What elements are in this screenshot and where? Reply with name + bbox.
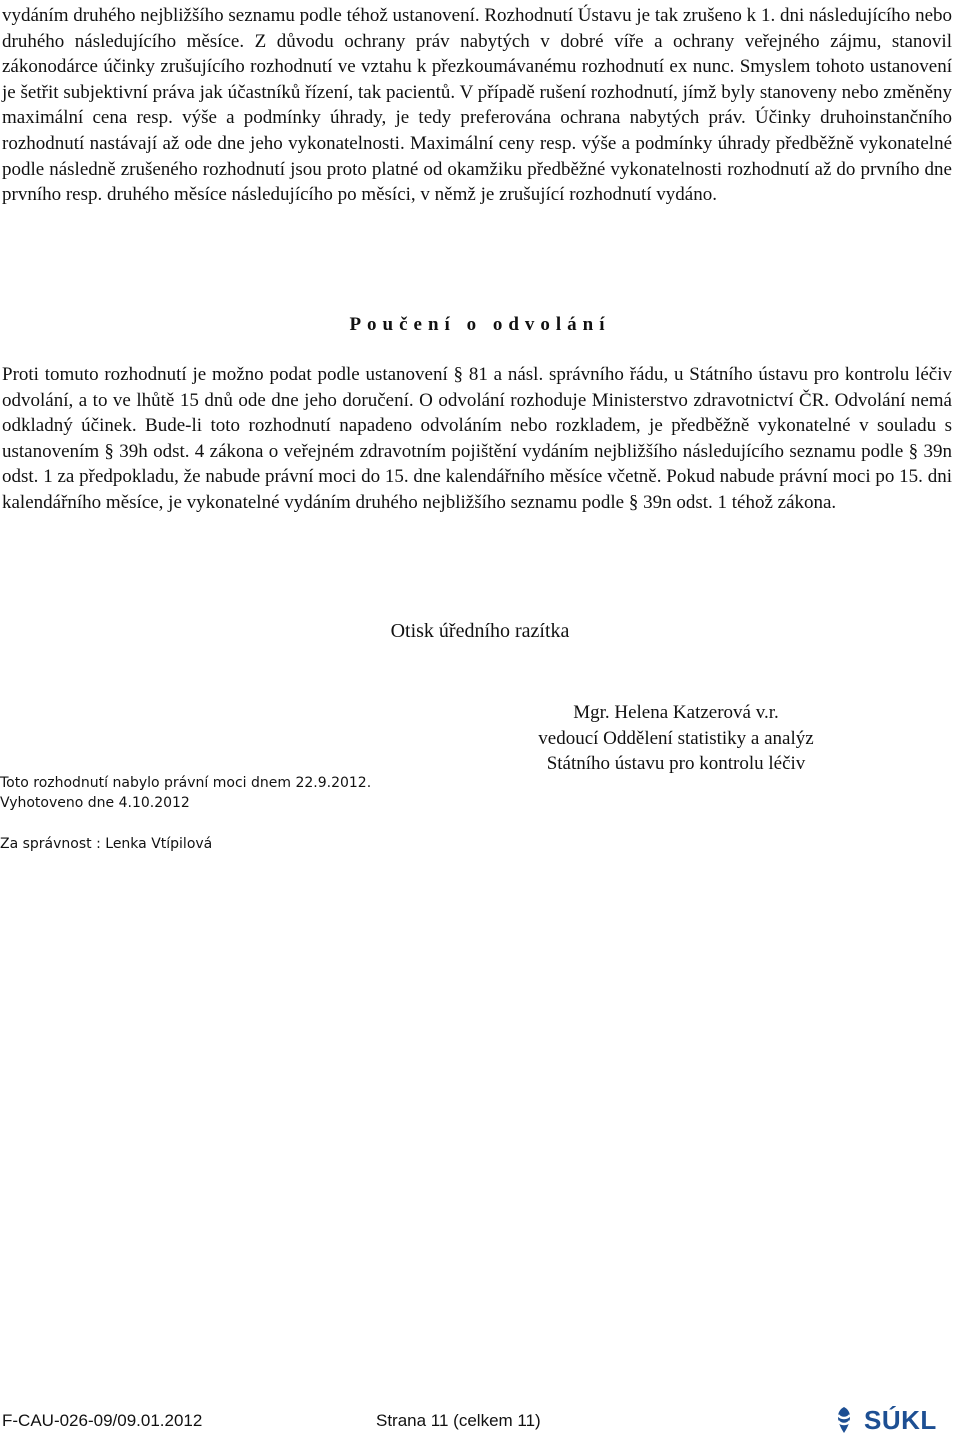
logo-wordmark: SÚKL (864, 1404, 937, 1435)
decision-metadata (0, 773, 371, 813)
form-code: F-CAU-026-09/09.01.2012 (2, 1411, 203, 1430)
page-number: Strana 11 (celkem 11) (376, 1411, 541, 1430)
signature-block (480, 700, 872, 777)
signatory-name: Mgr. Helena Katzerová v.r. (573, 702, 779, 723)
body-paragraph-2: Proti tomuto rozhodnutí je možno podat podle ustanovení § 81 a násl. správního řádu, u Státního ústavu pro kontrolu léčiv odvolání, a to ve lhůtě 15 dnů ode dne jeho doručení. O odvolání rozhoduje Ministerstvo zdravotnictví ČR. Odvolání nemá odkladný účinek. Bude-li toto rozhodnutí napadeno odvoláním nebo rozkladem, je předběžně vykonatelné v souladu s ustanovením § 39h odst. 4 zákona o veřejném zdravotním pojištění vydáním nejbližšího následujícího seznamu podle § 39n odst. 1 za předpokladu, že nabude právní moci do 15. dne kalendářního měsíce včetně. Pokud nabude právní moci po 15. dni kalendářního měsíce, je vykonatelné vydáním druhého nejbližšího seznamu podle § 39n odst. 1 téhož zákona. (2, 364, 952, 513)
body-paragraph-1: vydáním druhého nejbližšího seznamu podle téhož ustanovení. Rozhodnutí Ústavu je tak zrušeno k 1. dni následujícího nebo druhého následujícího měsíce. Z důvodu ochrany práv nabytých v dobré víře a ochrany veřejného zájmu, stanovil zákonodárce účinky zrušujícího rozhodnutí ve vztahu k přezkoumávanému rozhodnutí ex nunc. Smyslem tohoto ustanovení je šetřit subjektivní práva jak účastníků řízení, tak pacientů. V případě rušení rozhodnutí, jímž byly stanoveny nebo změněny maximální cena resp. výše a podmínky úhrady, je tedy preferována ochrana nabytých práv. Účinky druhoinstančního rozhodnutí nastávají až ode dne jeho vykonatelnosti. Maximální ceny resp. výše a podmínky úhrady předběžně vykonatelné podle následně zrušeného rozhodnutí jsou proto platné od okamžiku předběžné vykonatelnosti rozhodnutí až do prvního dne prvního resp. druhého měsíce následujícího po měsíci, v němž je zrušující rozhodnutí vydáno. (2, 5, 952, 206)
certified-by-note: Za správnost : Lenka Vtípilová (0, 836, 213, 852)
signatory-institution: Státního ústavu pro kontrolu léčiv (546, 753, 806, 774)
produced-date-note: Vyhotoveno dne 4.10.2012 (0, 795, 190, 811)
sukl-emblem-icon (830, 1405, 858, 1435)
sukl-logo (830, 1402, 958, 1438)
legal-force-note: Toto rozhodnutí nabylo právní moci dnem 22.9.2012. (0, 775, 372, 791)
official-stamp-placeholder: Otisk úředního razítka (390, 620, 570, 642)
signatory-role: vedoucí Oddělení statistiky a analýz (538, 727, 814, 749)
appeal-instructions-heading: Poučení o odvolání (349, 314, 611, 335)
